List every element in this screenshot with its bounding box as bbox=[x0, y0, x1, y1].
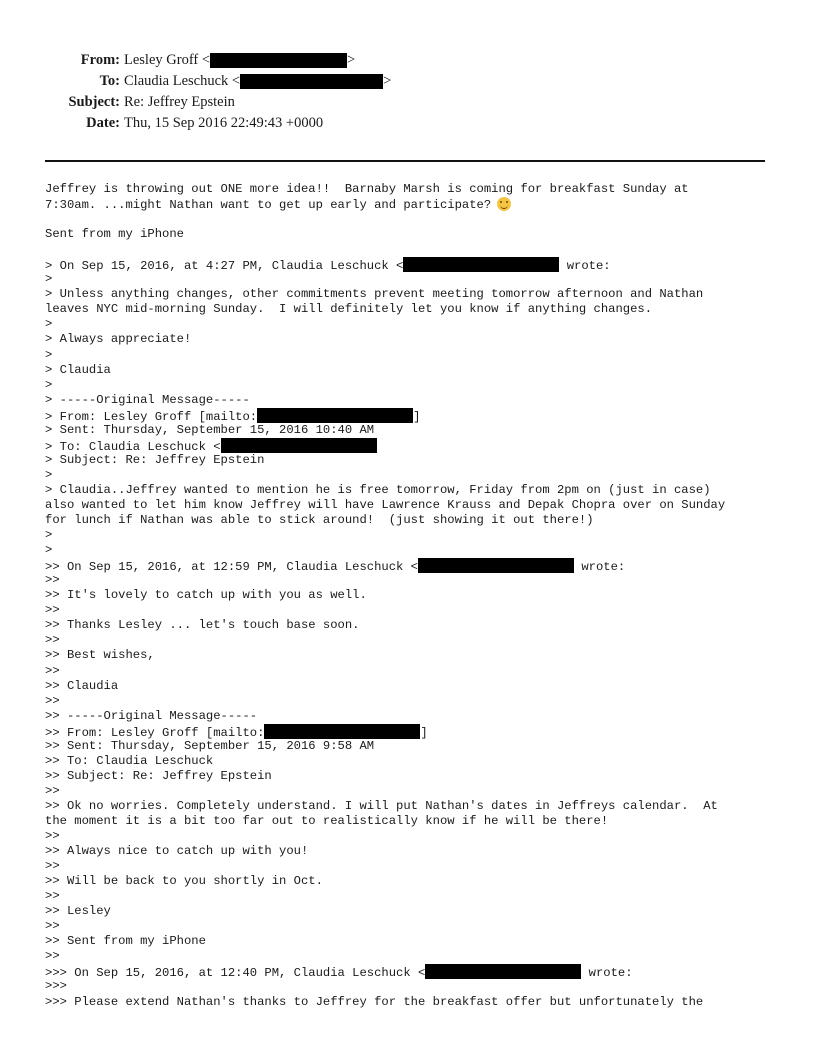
email-body bbox=[45, 182, 785, 1010]
body-text: ] bbox=[420, 725, 428, 740]
redaction-block bbox=[425, 964, 581, 979]
body-line: >> bbox=[45, 829, 60, 844]
body-line: > Claudia bbox=[45, 362, 111, 377]
body-line: >> bbox=[45, 889, 60, 904]
body-line: > Claudia..Jeffrey wanted to mention he is free tomorrow, Friday from 2pm on (just in case) bbox=[45, 482, 711, 497]
redaction-block bbox=[210, 53, 347, 68]
body-line: >>> Please extend Nathan's thanks to Jeffrey for the breakfast offer but unfortunately the bbox=[45, 994, 704, 1009]
body-text: >> From: Lesley Groff [mailto: bbox=[45, 725, 265, 740]
body-line: > Always appreciate! bbox=[45, 332, 192, 347]
body-line: >> Best wishes, bbox=[45, 648, 155, 663]
body-line bbox=[45, 724, 785, 739]
body-line: >> bbox=[45, 783, 60, 798]
body-text: wrote: bbox=[574, 560, 626, 575]
from-label: From: bbox=[80, 52, 120, 68]
body-line: >> Ok no worries. Completely understand. I will put Nathan's dates in Jeffreys calendar. At bbox=[45, 798, 718, 813]
body-line: Sent from my iPhone bbox=[45, 227, 184, 242]
body-line: the moment it is a bit too far out to realistically know if he will be there! bbox=[45, 813, 609, 828]
body-line bbox=[45, 408, 785, 423]
redaction-block bbox=[257, 408, 413, 423]
body-line bbox=[45, 242, 785, 257]
body-line: >> To: Claudia Leschuck bbox=[45, 753, 214, 768]
body-line bbox=[45, 197, 785, 212]
to-value: Claudia Leschuck < bbox=[124, 73, 241, 89]
body-line: Jeffrey is throwing out ONE more idea!! Barnaby Marsh is coming for breakfast Sunday at bbox=[45, 182, 689, 196]
body-line: >> bbox=[45, 633, 60, 648]
body-text: ] bbox=[413, 409, 421, 424]
to-label: To: bbox=[99, 73, 120, 89]
body-line: >> Always nice to catch up with you! bbox=[45, 844, 309, 859]
body-line: for lunch if Nathan was able to stick around! (just showing it out there!) bbox=[45, 513, 594, 528]
body-line: >> Subject: Re: Jeffrey Epstein bbox=[45, 768, 272, 783]
header-subject-row bbox=[60, 92, 391, 113]
smiling-face-emoji-icon bbox=[497, 197, 511, 211]
body-line: > Sent: Thursday, September 15, 2016 10:40 AM bbox=[45, 422, 375, 437]
body-line: >> Sent from my iPhone bbox=[45, 934, 206, 949]
body-line: >> bbox=[45, 859, 60, 874]
date-label: Date: bbox=[86, 115, 120, 131]
header-divider bbox=[45, 160, 765, 162]
body-text: >> On Sep 15, 2016, at 12:59 PM, Claudia Leschuck < bbox=[45, 560, 418, 575]
body-line: >>> bbox=[45, 979, 67, 994]
date-value: Thu, 15 Sep 2016 22:49:43 +0000 bbox=[124, 115, 324, 131]
body-text: wrote: bbox=[581, 966, 633, 981]
body-text: >>> On Sep 15, 2016, at 12:40 PM, Claudia Leschuck < bbox=[45, 966, 426, 981]
body-line bbox=[45, 212, 785, 227]
body-text: > To: Claudia Leschuck < bbox=[45, 439, 221, 454]
redaction-block bbox=[403, 257, 559, 272]
body-line: >> bbox=[45, 573, 60, 588]
body-line bbox=[45, 438, 785, 453]
body-text: wrote: bbox=[559, 259, 611, 274]
body-line bbox=[45, 964, 785, 979]
redaction-block bbox=[264, 724, 420, 739]
redaction-block bbox=[418, 558, 574, 573]
body-line: > bbox=[45, 317, 53, 332]
body-line: >> bbox=[45, 693, 60, 708]
body-line: > Subject: Re: Jeffrey Epstein bbox=[45, 452, 265, 467]
body-line: > bbox=[45, 543, 53, 558]
body-line: > Unless anything changes, other commitments prevent meeting tomorrow afternoon and Nathan bbox=[45, 287, 704, 302]
body-line: >> Claudia bbox=[45, 678, 119, 693]
body-text: > From: Lesley Groff [mailto: bbox=[45, 409, 258, 424]
subject-value: Re: Jeffrey Epstein bbox=[124, 94, 235, 110]
body-text: > On Sep 15, 2016, at 4:27 PM, Claudia Leschuck < bbox=[45, 259, 404, 274]
redaction-block bbox=[221, 438, 377, 453]
from-tail: > bbox=[347, 52, 356, 68]
body-line: >> bbox=[45, 919, 60, 934]
body-text: 7:30am. ...might Nathan want to get up early and participate? bbox=[45, 198, 492, 213]
body-line: >> bbox=[45, 663, 60, 678]
body-line: >> -----Original Message----- bbox=[45, 708, 258, 723]
body-line: >> It's lovely to catch up with you as well. bbox=[45, 588, 367, 603]
to-tail: > bbox=[383, 73, 392, 89]
header-date-row bbox=[60, 113, 391, 134]
body-line: >> Thanks Lesley ... let's touch base soon. bbox=[45, 618, 360, 633]
body-line bbox=[45, 257, 785, 272]
header-from-row bbox=[60, 50, 391, 71]
body-line bbox=[45, 558, 785, 573]
body-line: > bbox=[45, 528, 53, 543]
body-line: > -----Original Message----- bbox=[45, 392, 250, 407]
email-header bbox=[60, 50, 391, 134]
body-line: leaves NYC mid-morning Sunday. I will definitely let you know if anything changes. bbox=[45, 302, 653, 317]
subject-label: Subject: bbox=[68, 94, 120, 110]
body-line: >> Sent: Thursday, September 15, 2016 9:58 AM bbox=[45, 738, 375, 753]
body-line: >> Lesley bbox=[45, 904, 111, 919]
body-line: > bbox=[45, 347, 53, 362]
body-line: > bbox=[45, 377, 53, 392]
body-line: >> bbox=[45, 603, 60, 618]
body-line: also wanted to let him know Jeffrey will have Lawrence Krauss and Depak Chopra over on Sunday bbox=[45, 497, 726, 512]
body-line: > bbox=[45, 467, 53, 482]
body-line: >> bbox=[45, 949, 60, 964]
redaction-block bbox=[240, 74, 383, 89]
body-line: >> Will be back to you shortly in Oct. bbox=[45, 874, 323, 889]
header-to-row bbox=[60, 71, 391, 92]
from-value: Lesley Groff < bbox=[124, 52, 211, 68]
body-line: > bbox=[45, 272, 53, 287]
